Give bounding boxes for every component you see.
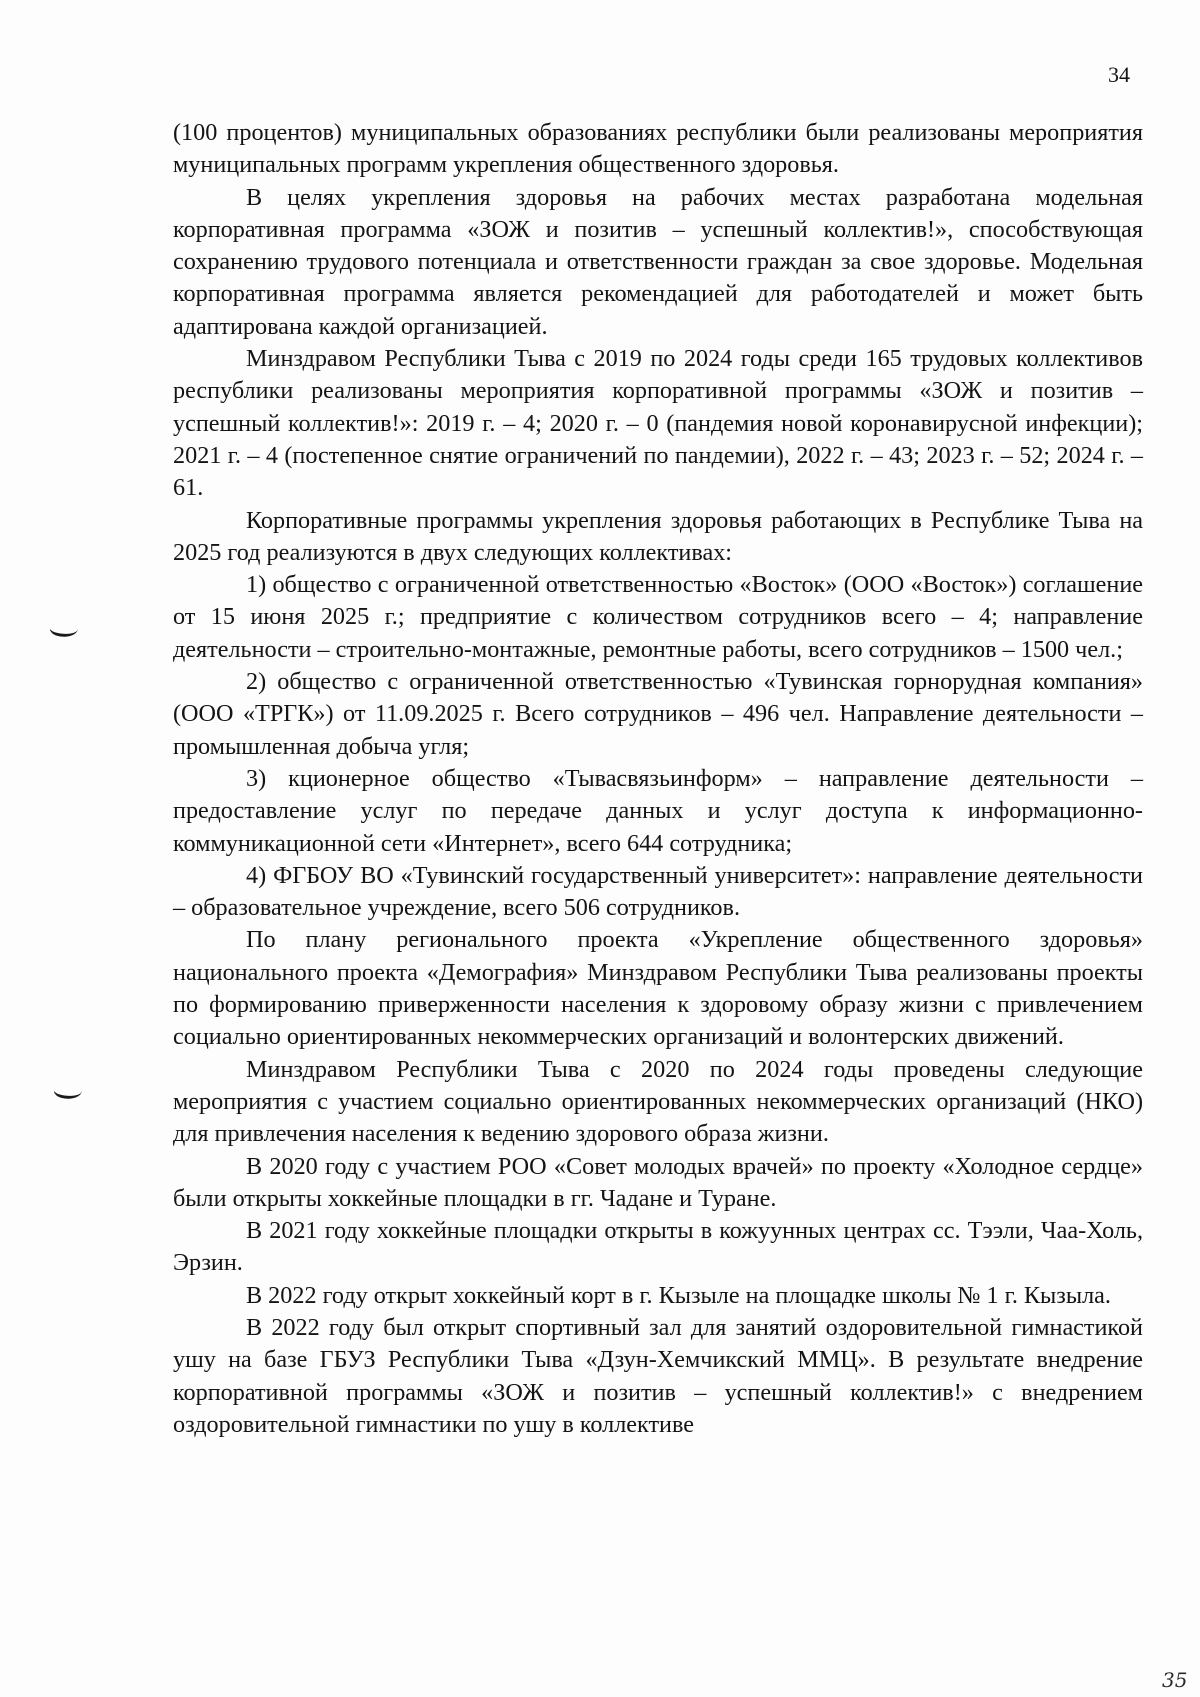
list-item: 4) ФГБОУ ВО «Тувинский государственный университет»: направление деятельности – образовательное учреждение, всего 506 сотрудников. [173, 861, 1143, 922]
margin-check-mark [53, 1080, 83, 1101]
page-number: 34 [1108, 62, 1130, 87]
paragraph: (100 процентов) муниципальных образованиях республики были реализованы мероприятия муниципальных программ укрепления общественного здоровья. [173, 119, 1143, 179]
paragraph: Минздравом Республики Тыва с 2019 по 2024 годы среди 165 трудовых коллективов республики реализованы мероприятия корпоративной программы «ЗОЖ и позитив – успешный коллектив!»: 2019 г. – 4; 2020 г. – 0 (пандемия новой коронавирусной инфекции); 2021 г. – 4 (постепенное снятие ограничений по пандемии), 2022 г. – 43; 2023 г. – 52; 2024 г. – 61. [173, 345, 1143, 502]
paragraph: В 2021 году хоккейные площадки открыты в кожуунных центрах сс. Тээли, Чаа-Холь, Эрзин. [173, 1217, 1143, 1277]
paragraph: Минздравом Республики Тыва с 2020 по 2024 годы проведены следующие мероприятия с участием социально ориентированных некоммерческих организаций (НКО) для привлечения населения к ведению здорового образа жизни. [173, 1055, 1143, 1148]
paragraph: В целях укрепления здоровья на рабочих местах разработана модельная корпоративная программа «ЗОЖ и позитив – успешный коллектив!», способствующая сохранению трудового потенциала и ответственности граждан за свое здоровье. Модельная корпоративная программа является рекомендацией для работодателей и может быть адаптирована каждой организацией. [173, 183, 1143, 340]
paragraph: Корпоративные программы укрепления здоровья работающих в Республике Тыва на 2025 год реализуются в двух следующих коллективах: [173, 506, 1143, 566]
handwritten-page-mark: 35 [1162, 1668, 1188, 1692]
list-item: 2) общество с ограниченной ответственностью «Тувинская горнорудная компания» (ООО «ТРГК») от 11.09.2025 г. Всего сотрудников – 496 чел. Направление деятельности – промышленная добыча угля; [173, 668, 1143, 760]
body-text [173, 117, 1143, 1441]
paragraph: В 2022 году открыт хоккейный корт в г. Кызыле на площадке школы № 1 г. Кызыла. [246, 1281, 1111, 1309]
list-item: 3) кционерное общество «Тывасвязьинформ» – направление деятельности – предоставление услуг по передаче данных и услуг доступа к информационно-коммуникационной сети «Интернет», всего 644 сотрудника; [173, 764, 1143, 857]
paragraph: В 2022 году был открыт спортивный зал для занятий оздоровительной гимнастикой ушу на базе ГБУЗ Республики Тыва «Дзун-Хемчикский ММЦ». В результате внедрение корпоративной программы «ЗОЖ и позитив – успешный коллектив!» с внедрением оздоровительной гимнастики по ушу в коллективе [173, 1313, 1143, 1438]
margin-check-mark [49, 618, 79, 639]
paragraph: По плану регионального проекта «Укрепление общественного здоровья» национального проекта «Демография» Минздравом Республики Тыва реализованы проекты по формированию приверженности населения к здоровому образу жизни с привлечением социально ориентированных некоммерческих организаций и волонтерских движений. [173, 926, 1143, 1051]
paragraph: В 2020 году с участием РОО «Совет молодых врачей» по проекту «Холодное сердце» были открыты хоккейные площадки в гг. Чадане и Туране. [173, 1152, 1143, 1212]
list-item: 1) общество с ограниченной ответственностью «Восток» (ООО «Восток») соглашение от 15 июня 2025 г.; предприятие с количеством сотрудников всего – 4; направление деятельности – строительно-монтажные, ремонтные работы, всего сотрудников – 1500 чел.; [173, 571, 1143, 663]
